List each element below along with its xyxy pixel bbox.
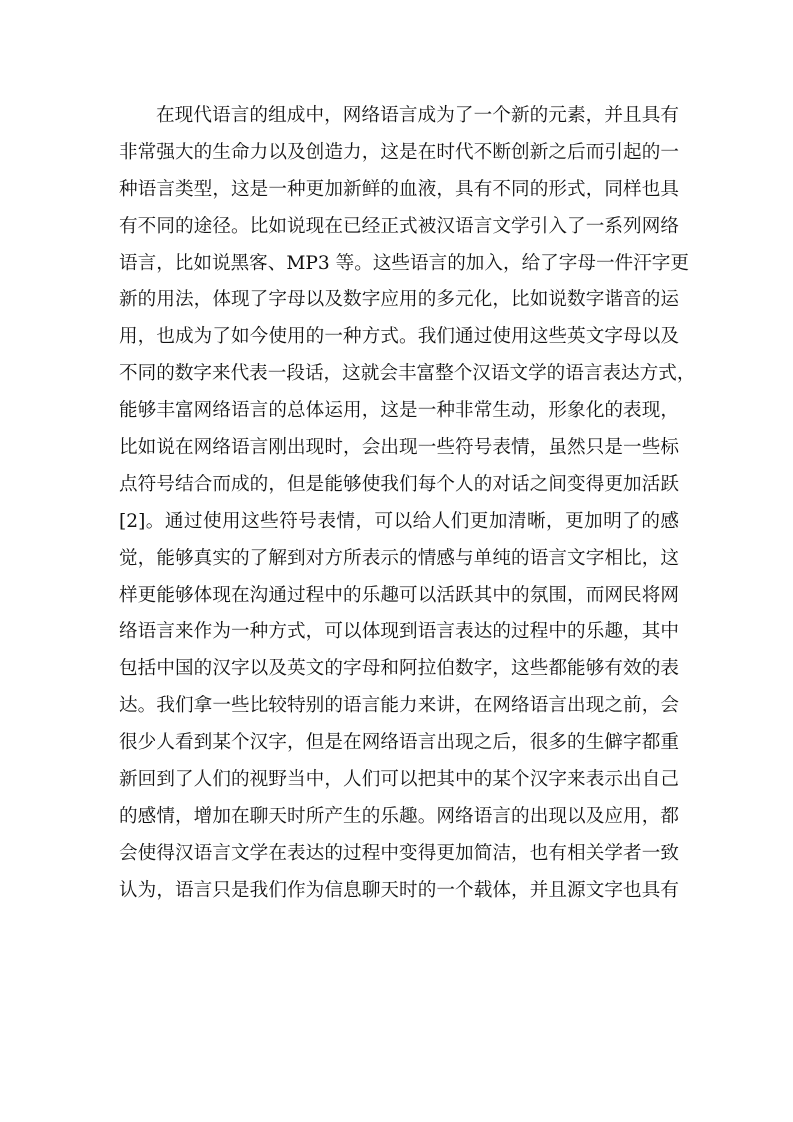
paragraph-line: 新回到了人们的视野当中，人们可以把其中的某个汉字来表示出自己 [119,769,679,791]
paragraph-line: [2]。通过使用这些符号表情，可以给人们更加清晰，更加明了的感 [119,510,679,532]
paragraph-line: 点符号结合而成的，但是能够使我们每个人的对话之间变得更加活跃 [119,473,679,495]
paragraph-line: 包括中国的汉字以及英文的字母和阿拉伯数字，这些都能够有效的表 [119,658,679,680]
paragraph-line: 不同的数字来代表一段话，这就会丰富整个汉语文学的语言表达方式， [119,363,696,385]
paragraph-line: 语言，比如说黑客、MP3 等。这些语言的加入，给了字母一件汗字更 [119,252,689,274]
paragraph-line: 觉，能够真实的了解到对方所表示的情感与单纯的语言文字相比，这 [119,547,679,569]
paragraph-line: 非常强大的生命力以及创造力，这是在时代不断创新之后而引起的一 [119,141,679,163]
paragraph-line: 有不同的途径。比如说现在已经正式被汉语言文学引入了一系列网络 [119,215,679,237]
paragraph-line: 样更能够体现在沟通过程中的乐趣可以活跃其中的氛围，而网民将网 [119,584,679,606]
paragraph-line: 能够丰富网络语言的总体运用，这是一种非常生动，形象化的表现， [119,400,679,422]
paragraph-line: 种语言类型，这是一种更加新鲜的血液，具有不同的形式，同样也具 [119,178,679,200]
paragraph-line: 会使得汉语言文学在表达的过程中变得更加简洁，也有相关学者一致 [119,842,679,864]
body-paragraph [119,98,696,910]
paragraph-line: 新的用法，体现了字母以及数字应用的多元化，比如说数字谐音的运 [119,289,679,311]
paragraph-line: 的感情，增加在聊天时所产生的乐趣。网络语言的出现以及应用，都 [119,805,679,827]
paragraph-line: 达。我们拿一些比较特别的语言能力来讲，在网络语言出现之前，会 [119,695,679,717]
paragraph-line: 比如说在网络语言刚出现时，会出现一些符号表情，虽然只是一些标 [119,437,679,459]
paragraph-line: 认为，语言只是我们作为信息聊天时的一个载体，并且源文字也具有 [119,879,679,901]
paragraph-line: 在现代语言的组成中，网络语言成为了一个新的元素，并且具有 [156,105,679,126]
paragraph-line: 络语言来作为一种方式，可以体现到语言表达的过程中的乐趣，其中 [119,621,679,643]
paragraph-line: 很少人看到某个汉字，但是在网络语言出现之后，很多的生僻字都重 [119,732,679,754]
paragraph-line: 用，也成为了如今使用的一种方式。我们通过使用这些英文字母以及 [119,326,679,348]
